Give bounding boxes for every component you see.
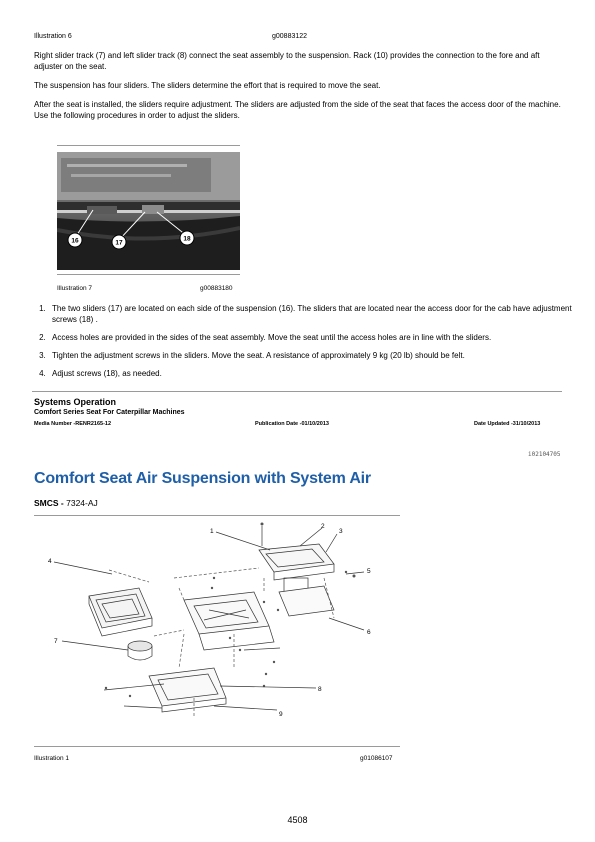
top-illustration-code: g00883122 [272,33,308,40]
media-number: Media Number -RENR2165-12 [34,421,112,427]
diagram-caption-label: Illustration 1 [34,755,70,762]
paragraph-2: The suspension has four sliders. The sliders determine the effort that is required to move the seat. [34,81,381,90]
paragraph-1: Right slider track (7) and left slider track (8) connect the seat assembly to the suspension. Rack (10) provides the connection to the fore and aft adjuster on the seat. [34,51,540,71]
smcs-code [34,498,98,508]
photo-caption-label: Illustration 7 [57,285,93,292]
diagram-callout-3: 3 [339,528,343,535]
diagram-callout-5: 5 [367,568,371,575]
seat-slider-photo [57,152,240,270]
list-item: 4. Adjust screws (18), as needed. [48,368,580,379]
adjustment-steps [32,303,580,386]
document-id: i02104705 [528,451,561,458]
page-number: 4508 [287,815,308,825]
photo-top-rule [57,145,240,146]
list-item: 2. Access holes are provided in the sides of the seat assembly. Move the seat until the access holes are in line with the sliders. [48,332,580,343]
photo-bottom-rule [57,274,240,275]
diagram-callout-7: 7 [54,638,58,645]
diagram-bottom-rule [34,746,400,747]
list-item: 3. Tighten the adjustment screws in the sliders. Move the seat. A resistance of approximately 9 kg (20 lb) should be felt. [48,350,580,361]
section-subtitle: Comfort Series Seat For Caterpillar Machines [34,409,185,416]
diagram-callout-8: 8 [318,686,322,693]
section-divider [32,391,562,392]
smcs-value: 7324-AJ [66,498,98,508]
photo-callout-17: 17 [115,239,123,247]
page-title: Comfort Seat Air Suspension with System Air [34,470,371,487]
list-item: 1. The two sliders (17) are located on each side of the suspension (16). The sliders that are located near the access door for the cab have adjustment screws (18) . [48,303,580,325]
diagram-callout-2: 2 [321,523,325,530]
diagram-callout-9: 9 [279,711,283,718]
air-suspension-exploded-diagram [34,518,400,744]
section-title: Systems Operation [34,397,117,407]
photo-callout-18: 18 [183,235,191,243]
publication-date: Publication Date -01/10/2013 [255,421,329,427]
diagram-callout-6: 6 [367,629,371,636]
smcs-label: SMCS - [34,498,67,508]
date-updated: Date Updated -31/10/2013 [474,421,541,427]
diagram-callout-4: 4 [48,558,52,565]
diagram-top-rule [34,515,400,516]
photo-callout-16: 16 [71,237,79,245]
diagram-caption-code: g01086107 [360,755,393,762]
photo-caption-code: g00883180 [200,285,233,292]
diagram-callout-1: 1 [210,528,214,535]
top-illustration-label: Illustration 6 [34,33,72,40]
paragraph-3: After the seat is installed, the sliders require adjustment. The sliders are adjusted from the side of the seat that faces the access door of the machine. Use the following procedures in order to adjust the sliders. [34,100,561,120]
